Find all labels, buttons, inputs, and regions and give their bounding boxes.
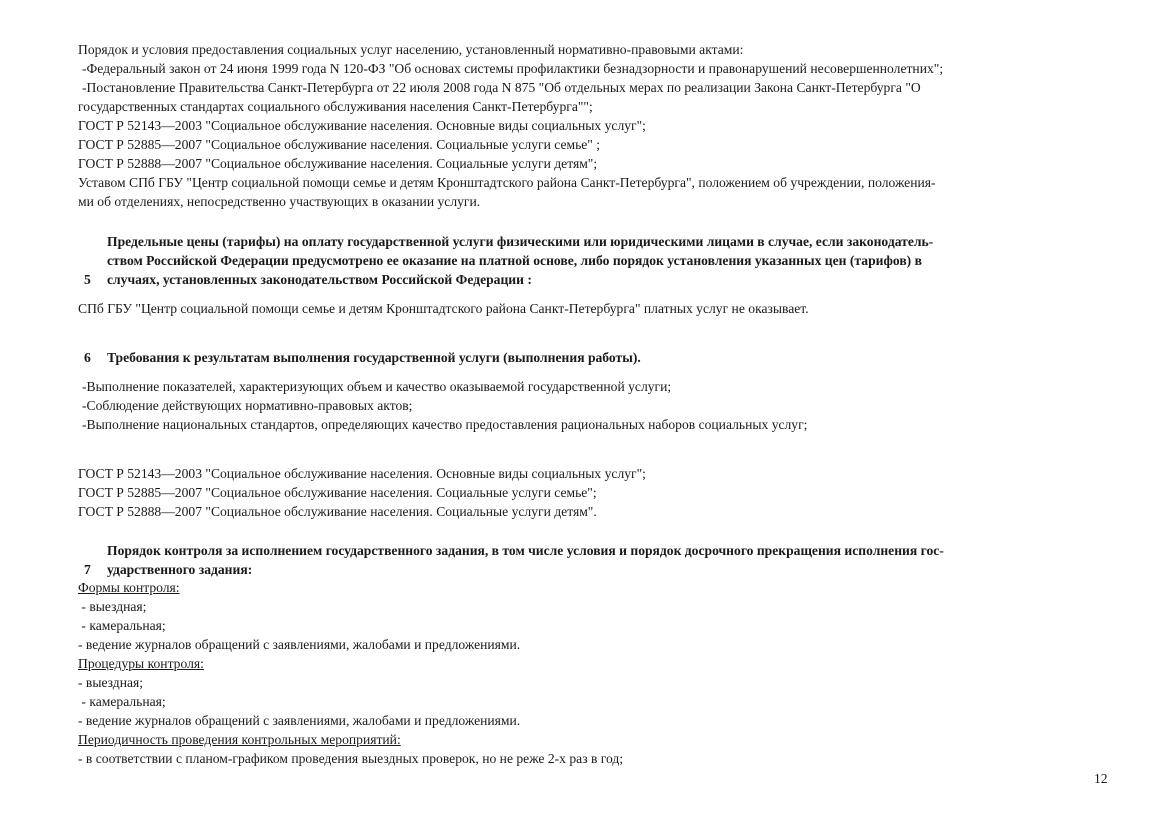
list-item: - камеральная; [78,694,166,709]
list-item: - камеральная; [78,618,166,633]
gost-line: ГОСТ Р 52888—2007 "Социальное обслуживание населения. Социальные услуги детям". [78,504,597,519]
forms-of-control-title: Формы контроля: [78,580,180,595]
list-item: - выездная; [78,599,147,614]
control-procedures-title: Процедуры контроля: [78,656,204,671]
list-item: -Выполнение национальных стандартов, определяющих качество предоставления рациональных наборов социальных услуг; [82,417,808,432]
section-7-heading: Порядок контроля за исполнением государственного задания, в том числе условия и порядок досрочного прекращения исполнения гос- ударственного задания: [107,543,944,577]
legal-line: -Постановление Правительства Санкт-Петербурга от 22 июля 2008 года N 875 "Об отдельных мерах по реализации Закона Санкт-Петербурга "О [82,80,921,95]
section-6-standards [78,464,1138,521]
control-periodicity-title: Периодичность проведения контрольных мероприятий: [78,732,401,747]
list-item: - выездная; [78,675,144,690]
list-item: - ведение журналов обращений с заявлениями, жалобами и предложениями. [78,637,521,652]
list-item: - ведение журналов обращений с заявлениями, жалобами и предложениями. [78,713,521,728]
section-7-number: 7 [84,562,91,577]
section-6-number: 6 [84,350,91,365]
legal-gost-line: ГОСТ Р 52143—2003 "Социальное обслуживание населения. Основные виды социальных услуг"; [78,118,646,133]
section-5-body: СПб ГБУ "Центр социальной помощи семье и детям Кронштадтского района Санкт-Петербурга" платных услуг не оказывает. [78,301,809,316]
page-number: 12 [1094,771,1108,786]
section-7-body [78,578,1138,768]
section-6-requirements [78,377,1138,434]
list-item: -Выполнение показателей, характеризующих объем и качество оказываемой государственной услуги; [82,379,672,394]
legal-line: -Федеральный закон от 24 июня 1999 года N 120-ФЗ "Об основах системы профилактики безнадзорности и правонарушений несовершеннолетних"; [82,61,944,76]
legal-line: государственных стандартах социального обслуживания населения Санкт-Петербурга""; [78,99,593,114]
legal-gost-line: ГОСТ Р 52885—2007 "Социальное обслуживание населения. Социальные услуги семье" ; [78,137,601,152]
list-item: -Соблюдение действующих нормативно-правовых актов; [82,398,413,413]
legal-intro: Порядок и условия предоставления социальных услуг населению, установленный нормативно-правовыми актами: [78,42,744,57]
legal-charter-line: Уставом СПб ГБУ "Центр социальной помощи семье и детям Кронштадтского района Санкт-Петербурга", положением об учреждении, положения- [78,175,936,190]
legal-gost-line: ГОСТ Р 52888—2007 "Социальное обслуживание населения. Социальные услуги детям"; [78,156,598,171]
section-5-heading: Предельные цены (тарифы) на оплату государственной услуги физическими или юридическими лицами в случае, если законодатель- ством Российской Федерации предусмотрено ее оказание на платной основе, либо порядок установления указанных цен (тарифов) в случаях, установленных законодательством Российской Федерации : [107,234,934,287]
legal-basis-block [78,40,1138,211]
section-5-number: 5 [84,272,91,287]
gost-line: ГОСТ Р 52143—2003 "Социальное обслуживание населения. Основные виды социальных услуг"; [78,466,646,481]
section-6-heading: Требования к результатам выполнения государственной услуги (выполнения работы). [107,350,641,365]
legal-charter-line: ми об отделениях, непосредственно участвующих в оказании услуги. [78,194,481,209]
list-item: - в соответствии с планом-графиком проведения выездных проверок, но не реже 2-х раз в год; [78,751,624,766]
gost-line: ГОСТ Р 52885—2007 "Социальное обслуживание населения. Социальные услуги семье"; [78,485,597,500]
